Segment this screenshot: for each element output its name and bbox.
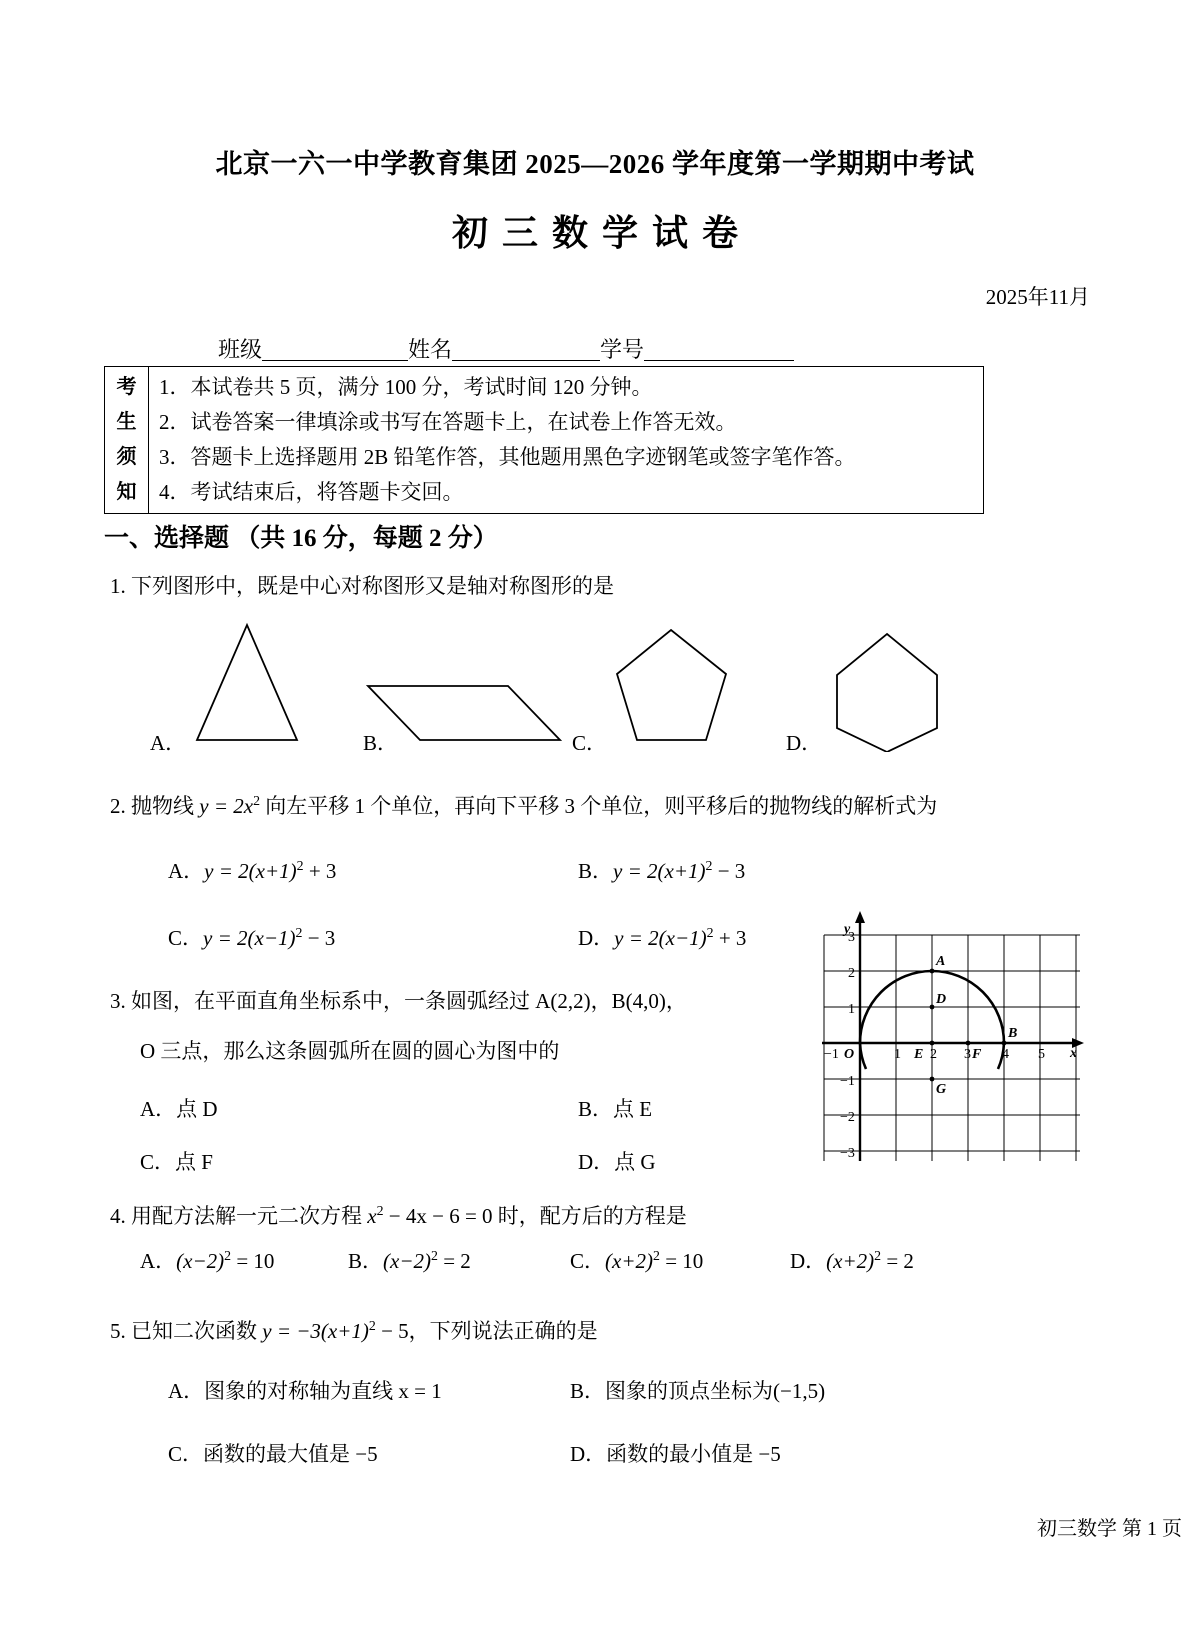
point-G-label: G: [936, 1082, 947, 1097]
q2-c-expr: y = 2(x−1): [203, 926, 296, 950]
q4-a-label: A．: [140, 1249, 177, 1273]
student-id-blank[interactable]: [644, 338, 794, 361]
question-3-option-c[interactable]: [140, 1146, 213, 1176]
q5-d-text: 函数的最小值是 −5: [606, 1442, 781, 1466]
question-1-figures: [0, 612, 1190, 755]
q4-b-tail: = 2: [437, 1249, 471, 1273]
q2-b-tail: − 3: [712, 859, 746, 883]
q3-c-text: 点 F: [175, 1150, 213, 1174]
origin-label: O: [844, 1047, 855, 1062]
question-4-stem: [110, 1200, 687, 1230]
notice-box: [104, 366, 984, 514]
q5-stem-part2: − 5，下列说法正确的是: [375, 1319, 598, 1343]
notice-box-label: [105, 367, 149, 513]
x-tick-2: 2: [930, 1047, 937, 1062]
question-4-option-b[interactable]: [348, 1245, 471, 1275]
notice-item-list: [149, 367, 983, 513]
y-tick-2: 2: [848, 966, 855, 981]
question-5-option-c[interactable]: [168, 1438, 378, 1468]
page-footer: 初三数学 第 1 页: [1037, 1518, 1182, 1540]
question-2-option-a[interactable]: [168, 855, 336, 885]
notice-item: 2．试卷答案一律填涂或书写在答题卡上，在试卷上作答无效。: [159, 410, 737, 434]
q3-c-label: C．: [140, 1150, 176, 1174]
q2-c-exp: 2: [295, 925, 303, 940]
notice-item: 4．考试结束后，将答题卡交回。: [159, 480, 464, 504]
section-heading-choice: 一、选择题 （共 16 分，每题 2 分）: [104, 525, 498, 552]
question-5-option-d[interactable]: [570, 1438, 781, 1468]
question-2-option-d[interactable]: [578, 922, 746, 952]
page-title: 北京一六一中学教育集团 2025—2026 学年度第一学期期中考试: [215, 149, 975, 179]
point-G-dot: [930, 1077, 935, 1082]
question-4-option-d[interactable]: [790, 1245, 914, 1275]
q3-a-label: A．: [140, 1097, 177, 1121]
q4-b-exp: 2: [431, 1248, 438, 1263]
question-5-option-a[interactable]: [168, 1375, 442, 1405]
y-axis-label: y: [844, 922, 851, 937]
q4-b-label: B．: [348, 1249, 384, 1273]
question-4-option-c[interactable]: [570, 1245, 703, 1275]
point-F-label: F: [972, 1047, 982, 1062]
y-tick-1: 1: [848, 1002, 855, 1017]
q2-a-exp: 2: [296, 858, 304, 873]
question-2-option-c[interactable]: [168, 922, 335, 952]
q2-d-exp: 2: [706, 925, 714, 940]
q5-a-label: A．: [168, 1379, 205, 1403]
question-5-option-b[interactable]: [570, 1375, 825, 1405]
figure-labels: [842, 922, 1077, 1097]
q4-c-expr: (x+2): [605, 1249, 653, 1273]
q2-stem-part2: 向左平移 1 个单位，再向下平移 3 个单位，则平移后的抛物线的解析式为: [260, 794, 938, 818]
q3-b-label: B．: [578, 1097, 614, 1121]
question-5-stem: [110, 1315, 598, 1345]
question-3-coordinate-figure: [822, 903, 1084, 1165]
hexagon-shape: [837, 634, 937, 752]
class-blank[interactable]: [262, 338, 408, 361]
q4-stem-part2: − 4x − 6 = 0 时，配方后的方程是: [383, 1204, 687, 1228]
point-D-label: D: [936, 992, 947, 1007]
q4-a-expr: (x−2): [176, 1249, 225, 1273]
q2-b-expr: y = 2(x+1): [613, 859, 706, 883]
notice-label-char-4: 知: [116, 481, 137, 503]
q4-d-exp: 2: [874, 1248, 882, 1263]
y-tick-neg1: −1: [840, 1074, 855, 1089]
question-4-option-a[interactable]: [140, 1245, 274, 1275]
question-3-stem-line2: O 三点，那么这条圆弧所在圆的圆心为图中的: [140, 1039, 560, 1063]
page-subtitle: 初三数学试卷: [451, 213, 752, 253]
name-blank[interactable]: [452, 338, 600, 361]
q1-option-b-label: B．: [363, 731, 399, 755]
q2-c-label: C．: [168, 926, 204, 950]
name-label: 姓名: [408, 337, 453, 362]
question-3-stem-line1: 3. 如图，在平面直角坐标系中，一条圆弧经过 A(2,2)，B(4,0)，: [110, 989, 687, 1013]
notice-label-char-3: 须: [116, 446, 137, 468]
q2-a-expr: y = 2(x+1): [204, 859, 297, 883]
q4-d-label: D．: [790, 1249, 827, 1273]
q4-c-tail: = 10: [659, 1249, 704, 1273]
q5-b-label: B．: [570, 1379, 606, 1403]
point-B-label: B: [1008, 1026, 1018, 1041]
question-1-stem: 1. 下列图形中，既是中心对称图形又是轴对称图形的是: [110, 574, 614, 598]
x-tick-5: 5: [1038, 1047, 1045, 1062]
q2-d-tail: + 3: [713, 926, 747, 950]
question-3-option-d[interactable]: [578, 1146, 656, 1176]
x-axis-label: x: [1070, 1046, 1077, 1061]
q5-a-text: 图象的对称轴为直线 x = 1: [204, 1379, 442, 1403]
q5-b-text: 图象的顶点坐标为(−1,5): [605, 1379, 826, 1403]
class-label: 班级: [218, 337, 263, 362]
question-2-stem: [110, 790, 937, 820]
q3-a-text: 点 D: [176, 1097, 218, 1121]
q4-a-tail: = 10: [231, 1249, 275, 1273]
point-E-label: E: [914, 1047, 924, 1062]
q3-d-text: 点 G: [614, 1150, 656, 1174]
q5-d-label: D．: [570, 1442, 607, 1466]
notice-item: 1．本试卷共 5 页，满分 100 分，考试时间 120 分钟。: [159, 375, 653, 399]
point-B-dot: [1002, 1041, 1007, 1046]
student-info-line: [218, 333, 978, 364]
point-A-dot: [930, 969, 935, 974]
q4-b-expr: (x−2): [383, 1249, 431, 1273]
q1-option-c-label: C．: [572, 731, 608, 755]
q3-d-label: D．: [578, 1150, 615, 1174]
q2-a-label: A．: [168, 859, 205, 883]
q5-c-text: 函数的最大值是 −5: [203, 1442, 378, 1466]
q5-c-label: C．: [168, 1442, 204, 1466]
q2-stem-equation: y = 2x: [199, 794, 254, 818]
y-tick-neg3: −3: [840, 1146, 855, 1161]
q1-shape-svg: [0, 612, 1190, 752]
q4-c-exp: 2: [653, 1248, 660, 1263]
question-3-option-a[interactable]: [140, 1093, 218, 1123]
x-tick-3: 3: [964, 1047, 971, 1062]
q2-stem-exponent: 2: [253, 793, 260, 808]
notice-label-char-1: 考: [116, 376, 137, 398]
q5-stem-exponent: 2: [368, 1318, 376, 1333]
triangle-shape: [197, 625, 297, 740]
point-E-dot: [930, 1041, 935, 1046]
q2-a-tail: + 3: [303, 859, 337, 883]
exam-date: 2025年11月: [985, 285, 1090, 309]
question-2-option-b[interactable]: [578, 855, 745, 885]
q4-stem-exponent: 2: [376, 1203, 384, 1218]
q4-stem-part1: 4. 用配方法解一元二次方程: [110, 1204, 368, 1228]
x-tick-1: 1: [894, 1047, 901, 1062]
point-F-dot: [966, 1041, 971, 1046]
notice-item: 3．答题卡上选择题用 2B 铅笔作答，其他题用黑色字迹钢笔或签字笔作答。: [159, 445, 856, 469]
x-tick-4: 4: [1002, 1047, 1009, 1062]
q4-d-tail: = 2: [881, 1249, 914, 1273]
q1-option-a-label: A．: [150, 731, 187, 755]
q2-d-expr: y = 2(x−1): [614, 926, 707, 950]
y-tick-neg2: −2: [840, 1110, 855, 1125]
q4-stem-equation: x: [367, 1204, 377, 1228]
q1-option-d-label: D．: [786, 731, 823, 755]
figure-ticks: [824, 930, 1045, 1161]
q2-d-label: D．: [578, 926, 615, 950]
q5-stem-equation: y = −3(x+1): [262, 1319, 369, 1343]
coordinate-grid-svg: [822, 903, 1084, 1165]
q2-c-tail: − 3: [302, 926, 336, 950]
y-axis-arrow: [855, 911, 865, 923]
q4-d-expr: (x+2): [826, 1249, 875, 1273]
pentagon-shape: [617, 630, 726, 740]
q2-stem-part1: 2. 抛物线: [110, 794, 200, 818]
q2-b-exp: 2: [705, 858, 713, 873]
q5-stem-part1: 5. 已知二次函数: [110, 1319, 263, 1343]
point-D-dot: [930, 1005, 935, 1010]
q4-c-label: C．: [570, 1249, 606, 1273]
notice-label-char-2: 生: [116, 411, 137, 433]
y-tick-3: 3: [848, 930, 855, 945]
question-3-option-b[interactable]: [578, 1093, 652, 1123]
point-A-label: A: [936, 954, 946, 969]
q3-b-text: 点 E: [613, 1097, 653, 1121]
parallelogram-shape: [368, 686, 560, 740]
q2-b-label: B．: [578, 859, 614, 883]
q4-a-exp: 2: [224, 1248, 232, 1263]
student-id-label: 学号: [600, 337, 645, 362]
x-tick-neg1: −1: [824, 1047, 839, 1062]
